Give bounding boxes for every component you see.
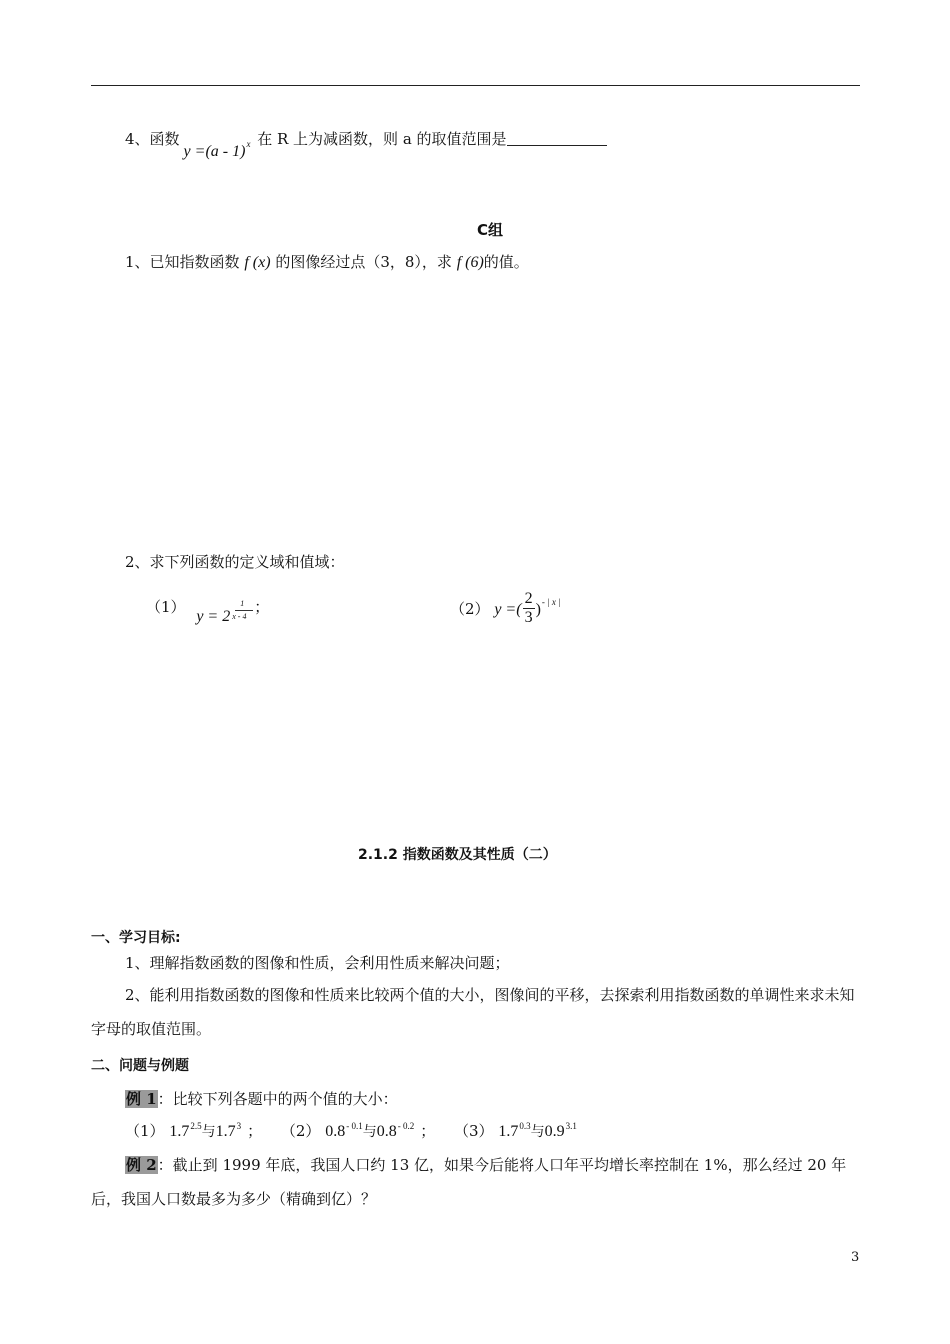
goal-1: 1、理解指数函数的图像和性质，会利用性质来解决问题； — [125, 954, 510, 972]
q4-formula — [183, 139, 251, 160]
ex1-p3-mid: 与 — [530, 1124, 545, 1140]
c2-p2-fraction — [523, 590, 535, 627]
ex1-p3-label: （3） — [454, 1122, 494, 1140]
c2-p2-label: （2） — [450, 599, 490, 618]
heading-problems: 二、问题与例题 — [91, 1058, 189, 1074]
ex1-p1-a-exp: 2.5 — [190, 1121, 202, 1131]
ex1-p2-formula-b — [377, 1123, 415, 1140]
ex1-p2-formula — [325, 1123, 363, 1140]
goal-2 — [91, 978, 861, 1046]
ex1-p3-formula-b — [545, 1123, 577, 1140]
example-2 — [91, 1148, 861, 1216]
example-1-parts — [125, 1120, 577, 1141]
ex1-p1-a: 1.7 — [169, 1123, 190, 1140]
ex1-p2-a-exp: - 0.1 — [346, 1121, 363, 1131]
question-c2: 2、求下列函数的定义域和值域： — [125, 553, 345, 571]
example-1-label: 例 1 — [126, 1090, 157, 1108]
c2-p2-den: 3 — [524, 609, 533, 626]
c1-fx: f (x) — [244, 254, 271, 271]
ex1-p3-b: 0.9 — [544, 1123, 565, 1140]
fraction-bar — [235, 610, 253, 611]
ex1-p1-end: ； — [247, 1122, 263, 1140]
c2-p2-num: 2 — [524, 590, 533, 607]
ex1-p1-label: （1） — [125, 1122, 165, 1140]
ex1-p1-b-exp: 3 — [236, 1121, 242, 1131]
ex1-p2-label: （2） — [280, 1122, 321, 1140]
ex1-p2-a: 0.8 — [325, 1123, 346, 1140]
c2-p2-right: ) — [535, 600, 541, 618]
q4-prefix: 4、函数 — [125, 130, 180, 148]
header-rule — [91, 85, 860, 86]
c1-text-a: 1、已知指数函数 — [125, 253, 240, 271]
page-number: 3 — [851, 1250, 860, 1265]
q4-formula-exponent: x — [246, 139, 251, 149]
ex1-p3-formula — [498, 1123, 530, 1140]
c2-p1-label: （1） — [146, 598, 186, 616]
example-1 — [125, 1088, 398, 1109]
c2-p1-exponent-fraction — [230, 599, 258, 633]
q4-suffix: 在 R 上为减函数，则 a 的取值范围是 — [257, 130, 507, 148]
c2-p2-left: y =( — [494, 600, 522, 618]
ex1-p1-mid: 与 — [201, 1124, 216, 1140]
c2-p1-formula — [196, 599, 262, 625]
c2-part-1 — [146, 596, 269, 624]
example-1-text: ：比较下列各题中的两个值的大小： — [157, 1090, 398, 1108]
example-2-label: 例 2 — [126, 1156, 157, 1174]
section-title: 2.1.2 指数函数及其性质（二） — [358, 847, 557, 863]
c2-p1-exp-den: x - 4 — [232, 612, 247, 621]
c2-p2-exponent: - | x | — [541, 596, 561, 607]
c1-text-c: 的值。 — [483, 253, 529, 271]
c2-part-2 — [450, 586, 561, 626]
q4-formula-base: y =(a - 1) — [183, 143, 246, 160]
c2-p1-base: y = 2 — [196, 608, 231, 625]
group-c-title: C组 — [477, 221, 504, 239]
c2-p1-exp-num: 1 — [240, 599, 245, 608]
answer-blank[interactable] — [507, 131, 607, 146]
ex1-p2-end: ； — [420, 1122, 436, 1140]
heading-learning-goals: 一、学习目标: — [91, 930, 181, 946]
ex1-p3-b-exp: 3.1 — [565, 1121, 577, 1131]
ex1-p3-a: 1.7 — [498, 1123, 519, 1140]
ex1-p2-mid: 与 — [362, 1124, 377, 1140]
question-c1 — [125, 251, 529, 272]
ex1-p3-a-exp: 0.3 — [519, 1121, 531, 1131]
c2-p2-formula — [494, 601, 521, 618]
ex1-p1-formula-b — [216, 1123, 242, 1140]
question-4 — [125, 128, 607, 160]
c2-p1-end: ； — [254, 598, 270, 616]
ex1-p1-formula — [169, 1123, 201, 1140]
c1-text-b: 的图像经过点（3，8），求 — [275, 253, 452, 271]
c1-f6: f (6) — [456, 254, 484, 271]
ex1-p1-b: 1.7 — [215, 1123, 236, 1140]
example-2-text: ：截止到 1999 年底，我国人口约 13 亿，如果今后能将人口年平均增长率控制在 1%，那么经过 20 年后，我国人口数最多为多少（精确到亿）？ — [91, 1156, 847, 1208]
ex1-p2-b-exp: - 0.2 — [397, 1121, 415, 1131]
ex1-p2-b: 0.8 — [376, 1123, 397, 1140]
goal-2-text: 2、能利用指数函数的图像和性质来比较两个值的大小，图像间的平移，去探索利用指数函数的单调性来求未知字母的取值范围。 — [91, 986, 855, 1038]
